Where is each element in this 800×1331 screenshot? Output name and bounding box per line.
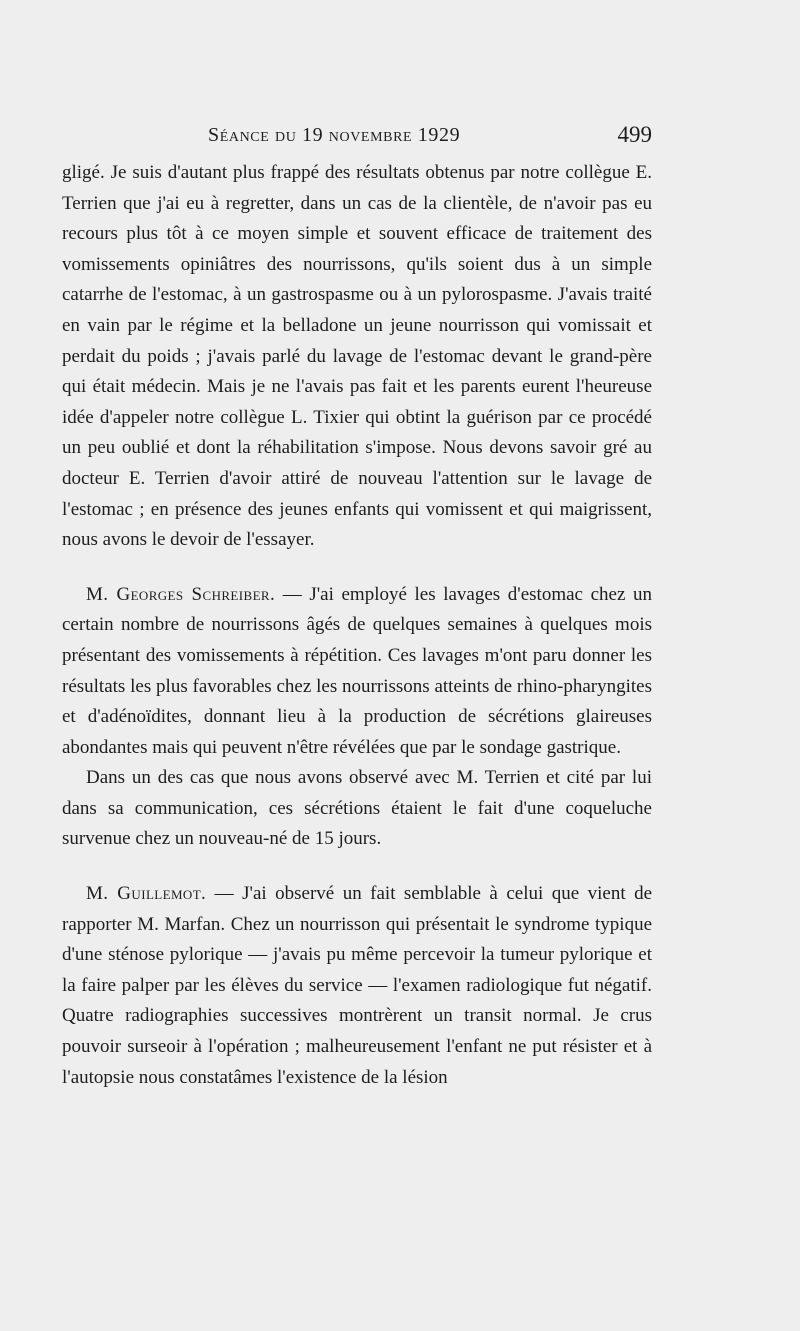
speaker-name: M. Guillemot. [86,883,207,905]
paragraph-observation: Dans un des cas que nous avons observé avec M. Terrien et cité par lui dans sa communication, ces sécrétions étaient le fait d'une coqueluche survenue chez un nouveau-né de 15 jours. [62,767,652,850]
paragraph-continuation: gligé. Je suis d'autant plus frappé des résultats obtenus par notre collègue E. Terrien que j'ai eu à regretter, dans un cas de la clientèle, de n'avoir pas eu recours plus tôt à ce moyen simple et souvent efficace de traitement des vomissements opiniâtres des nourrissons, qu'ils soient dus à un simple catarrhe de l'estomac, à un gastrospasme ou à un pylorospasme. J'avais traité en vain par le régime et la belladone un jeune nourrisson qui vomissait et perdait du poids ; j'avais parlé du lavage de l'estomac devant le grand-père qui était médecin. Mais je ne l'avais pas fait et les parents eurent l'heureuse idée d'appeler notre collègue L. Tixier qui obtint la guérison par ce procédé un peu oublié et dont la réhabilitation s'impose. Nous devons savoir gré au docteur E. Terrien d'avoir attiré de nouveau l'attention sur le lavage de l'estomac ; en présence des jeunes enfants qui vomissent et qui maigrissent, nous avons le devoir de l'essayer. [62,162,652,551]
paragraph-text: — J'ai observé un fait semblable à celui que vient de rapporter M. Marfan. Chez un nourrisson qui présentait le syndrome typique d'une sténose pylorique — j'avais pu même percevoir la tumeur pylorique et la faire palper par les élèves du service — l'examen radiologique fut négatif. Quatre radiographies successives montrèrent un transit normal. Je crus pouvoir surseoir à l'opération ; malheureusement l'enfant ne put résister et à l'autopsie nous constatâmes l'existence de la lésion [62,883,652,1088]
paragraph-text: — J'ai employé les lavages d'estomac chez un certain nombre de nourrissons âgés de quelques semaines à quelques mois présentant des vomissements à répétition. Ces lavages m'ont paru donner les résultats les plus favorables chez les nourrissons atteints de rhino-pharyngites et d'adénoïdites, donnant lieu à la production de sécrétions glaireuses abondantes mais qui peuvent n'être révélées que par le sondage gastrique. [62,583,652,758]
page-header [62,118,652,158]
paragraph-guillemot [62,879,652,1093]
paragraph-schreiber [62,580,652,764]
running-title: Séance du 19 novembre 1929 [208,124,461,146]
speaker-name: M. Georges Schreiber. [86,583,276,605]
page-number: 499 [617,122,652,147]
body-text [62,158,652,1093]
